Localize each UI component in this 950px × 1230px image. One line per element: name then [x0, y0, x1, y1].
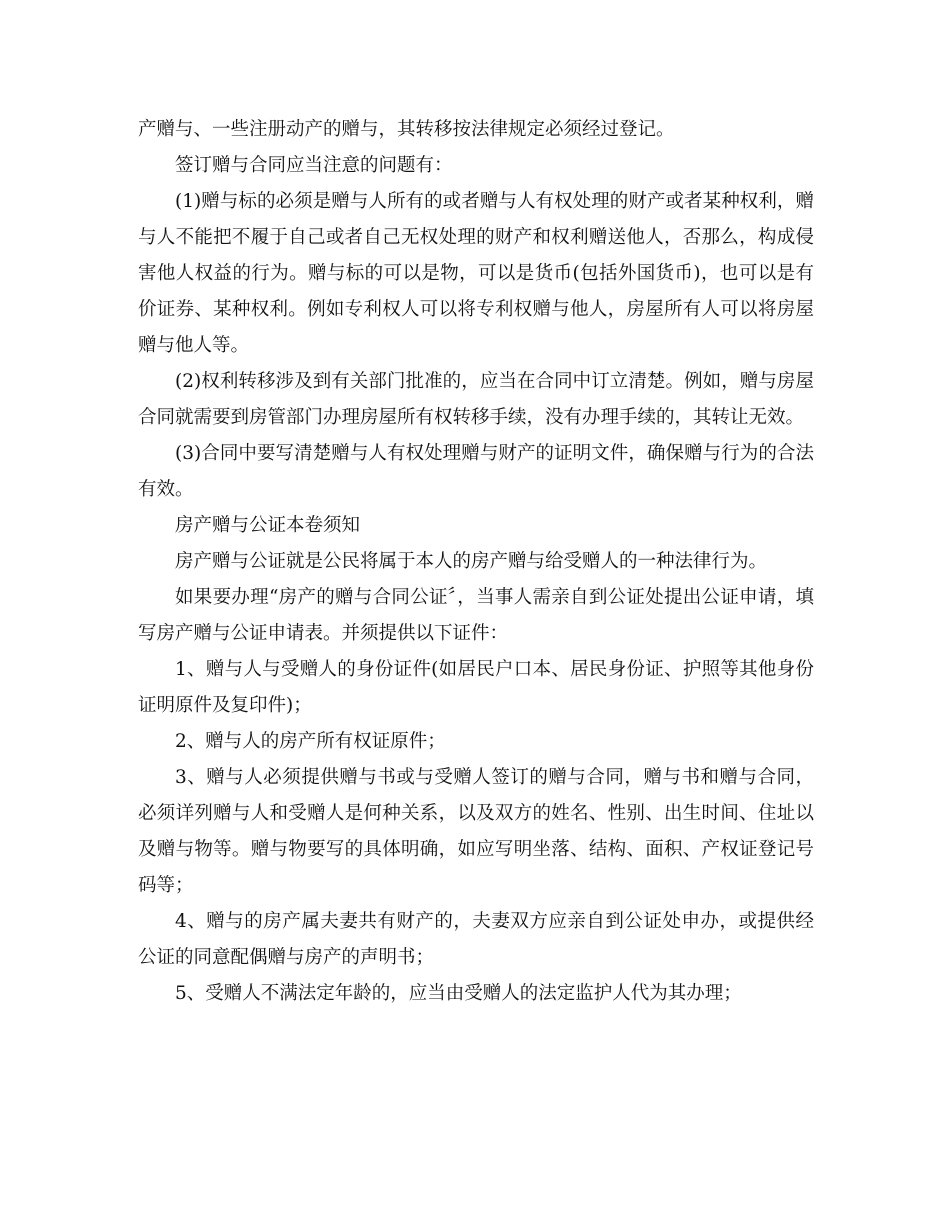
- list-item-documents-3: 3、赠与人必须提供赠与书或与受赠人签订的赠与合同，赠与书和赠与合同，必须详列赠与人和受赠人是何种关系，以及双方的姓名、性别、出生时间、住址以及赠与物等。赠与物要写的具体明确，如应写明坐落、结构、面积、产权证登记号码等；: [138, 767, 814, 896]
- list-item-documents-1: 1、赠与人与受赠人的身份证件(如居民户口本、居民身份证、护照等其他身份证明原件及复印件)；: [138, 659, 814, 716]
- paragraph-notary-procedure: 如果要办理“房产的赠与合同公证〞，当事人需亲自到公证处提出公证申请，填写房产赠与公证申请表。并须提供以下证件：: [138, 587, 814, 644]
- list-item-documents-4: 4、赠与的房产属夫妻共有财产的，夫妻双方应亲自到公证处申办，或提供经公证的同意配偶赠与房产的声明书；: [138, 911, 814, 968]
- section-heading-notary-notice: 房产赠与公证本卷须知: [175, 515, 361, 536]
- list-item-documents-2: 2、赠与人的房产所有权证原件；: [175, 731, 446, 752]
- paragraph-issues-heading: 签订赠与合同应当注意的问题有：: [175, 155, 453, 176]
- paragraph-notary-definition: 房产赠与公证就是公民将属于本人的房产赠与给受赠人的一种法律行为。: [175, 551, 768, 572]
- paragraph-continuation: 产赠与、一些注册动产的赠与，其转移按法律规定必须经过登记。: [138, 119, 675, 140]
- paragraph-item-1: (1)赠与标的必须是赠与人所有的或者赠与人有权处理的财产或者某种权利，赠与人不能把不履于自己或者自己无权处理的财产和权利赠送他人，否那么，构成侵害他人权益的行为。赠与标的可以是物，可以是货币(包括外国货币)，也可以是有价证券、某种权利。例如专利权人可以将专利权赠与他人，房屋所有人可以将房屋赠与他人等。: [138, 191, 814, 356]
- paragraph-item-2: (2)权利转移涉及到有关部门批准的，应当在合同中订立清楚。例如，赠与房屋合同就需要到房管部门办理房屋所有权转移手续，没有办理手续的，其转让无效。: [138, 371, 814, 428]
- document-body: [138, 112, 814, 1012]
- list-item-documents-5: 5、受赠人不满法定年龄的，应当由受赠人的法定监护人代为其办理；: [175, 983, 742, 1004]
- paragraph-item-3: (3)合同中要写清楚赠与人有权处理赠与财产的证明文件，确保赠与行为的合法有效。: [138, 443, 814, 500]
